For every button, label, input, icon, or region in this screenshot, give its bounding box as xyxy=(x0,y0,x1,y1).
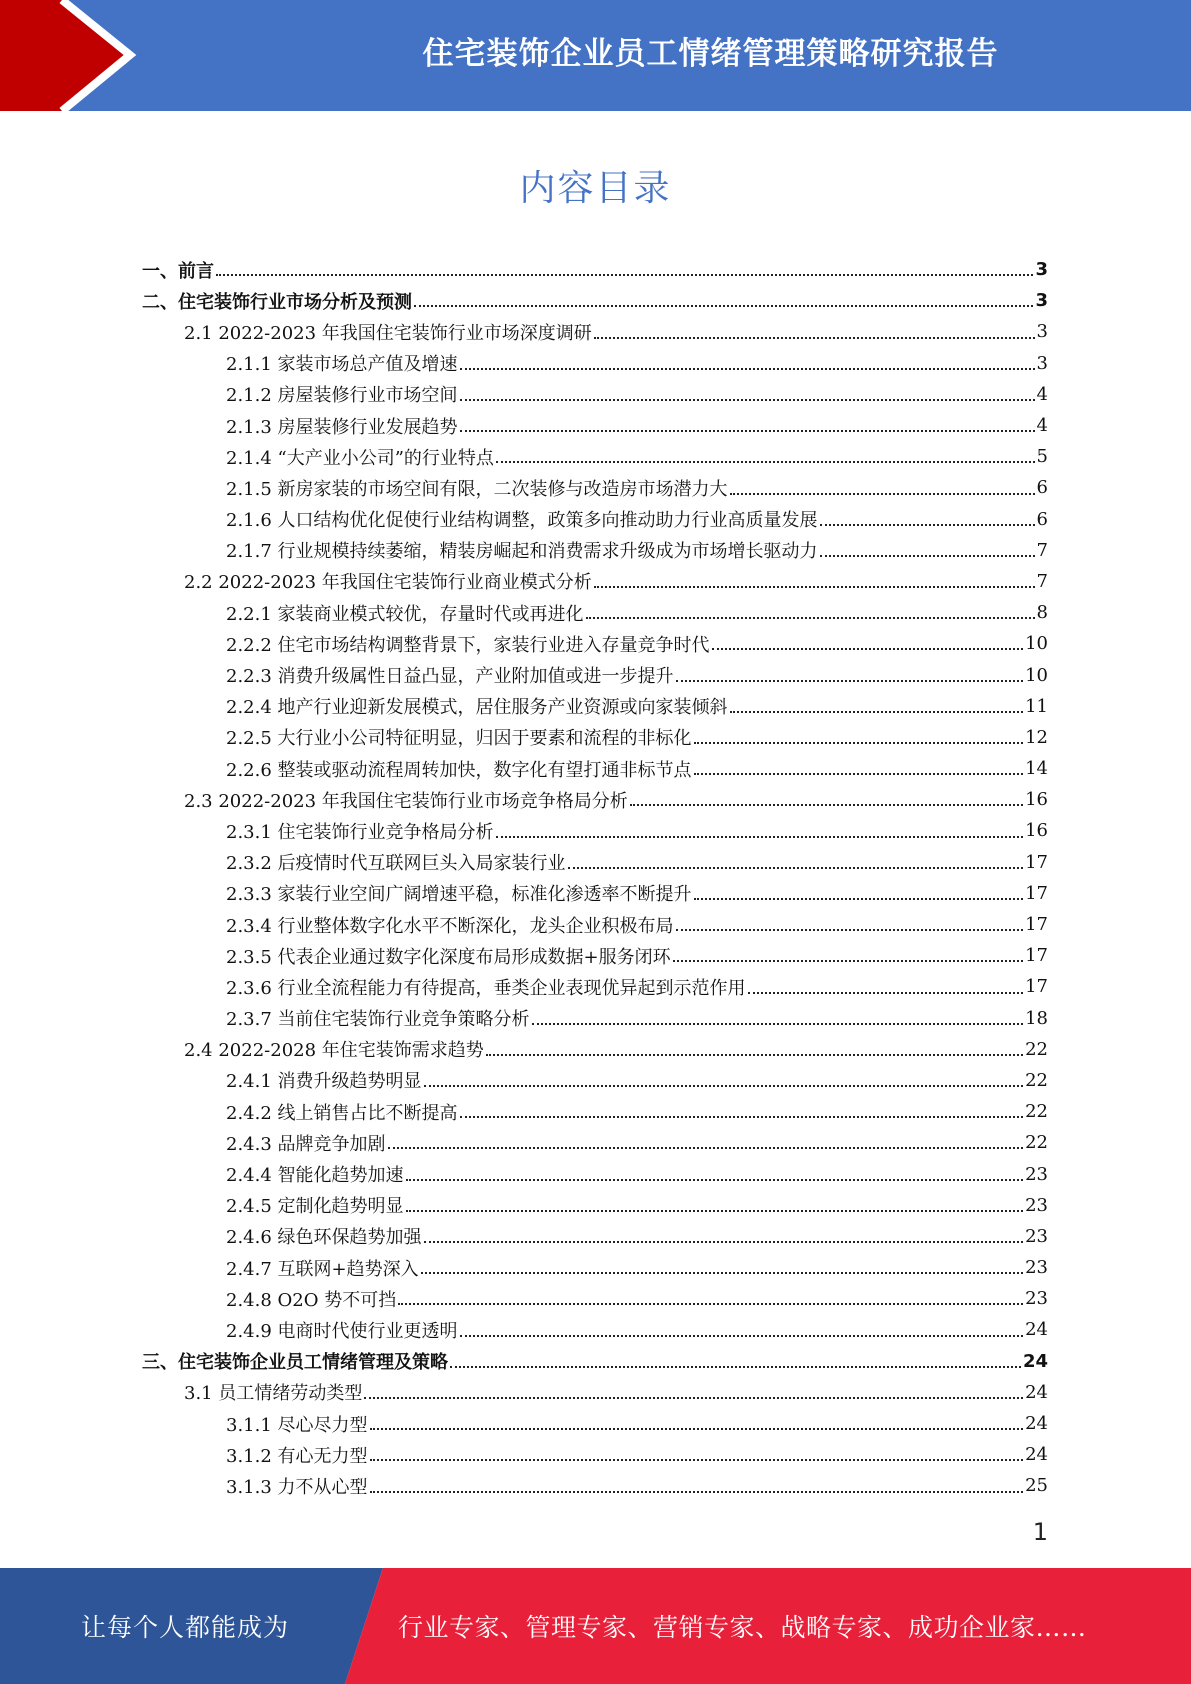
toc-entry-page: 5 xyxy=(1036,446,1048,468)
toc-entry[interactable] xyxy=(142,1252,1048,1283)
toc-entry[interactable] xyxy=(142,535,1048,566)
toc-entry-page: 17 xyxy=(1025,851,1048,873)
toc-entry[interactable] xyxy=(142,1377,1048,1408)
toc-dot-leader xyxy=(370,1459,1024,1461)
toc-entry-page: 16 xyxy=(1025,789,1048,811)
toc-entry-page: 22 xyxy=(1025,1069,1048,1091)
toc-entry-page: 3 xyxy=(1036,321,1048,343)
table-of-contents xyxy=(142,254,1048,1502)
toc-dot-leader xyxy=(370,1428,1024,1430)
toc-entry[interactable] xyxy=(142,1003,1048,1034)
toc-dot-leader xyxy=(594,586,1035,588)
report-title: 住宅装饰企业员工情绪管理策略研究报告 xyxy=(422,35,999,72)
toc-dot-leader xyxy=(406,1179,1024,1181)
toc-entry[interactable] xyxy=(142,1470,1048,1501)
toc-dot-leader xyxy=(460,1116,1024,1118)
toc-dot-leader xyxy=(532,1023,1024,1025)
toc-entry[interactable] xyxy=(142,566,1048,597)
toc-entry[interactable] xyxy=(142,379,1048,410)
toc-entry[interactable] xyxy=(142,1190,1048,1221)
toc-entry-page: 17 xyxy=(1025,914,1048,936)
toc-entry-page: 10 xyxy=(1025,633,1048,655)
toc-entry[interactable] xyxy=(142,1346,1048,1377)
toc-entry-label: 2.1.4 “大产业小公司”的行业特点 xyxy=(226,447,494,469)
toc-entry[interactable] xyxy=(142,659,1048,690)
toc-entry[interactable] xyxy=(142,504,1048,535)
toc-entry[interactable] xyxy=(142,722,1048,753)
toc-entry-label: 2.2.6 整装或驱动流程周转加快，数字化有望打通非标节点 xyxy=(226,759,692,781)
toc-dot-leader xyxy=(712,648,1024,650)
toc-entry-page: 24 xyxy=(1022,1350,1048,1372)
toc-dot-leader xyxy=(630,804,1023,806)
toc-entry-label: 2.3.3 家装行业空间广阔增速平稳，标准化渗透率不断提升 xyxy=(226,884,692,906)
toc-dot-leader xyxy=(820,524,1035,526)
toc-entry-page: 3 xyxy=(1035,259,1048,281)
toc-entry[interactable] xyxy=(142,1096,1048,1127)
toc-dot-leader xyxy=(594,337,1035,339)
toc-entry-label: 2.4.3 品牌竞争加剧 xyxy=(226,1133,386,1155)
toc-entry[interactable] xyxy=(142,753,1048,784)
toc-dot-leader xyxy=(586,617,1035,619)
toc-entry[interactable] xyxy=(142,628,1048,659)
toc-entry-label: 3.1.2 有心无力型 xyxy=(226,1445,368,1467)
toc-entry-page: 23 xyxy=(1025,1163,1048,1185)
toc-dot-leader xyxy=(568,867,1024,869)
toc-entry-page: 23 xyxy=(1025,1194,1048,1216)
toc-entry-label: 2.2.3 消费升级属性日益凸显，产业附加值或进一步提升 xyxy=(226,666,674,688)
footer-band xyxy=(0,1568,1191,1684)
toc-dot-leader xyxy=(216,274,1033,276)
toc-entry-label: 2.1.1 家装市场总产值及增速 xyxy=(226,354,458,376)
toc-entry[interactable] xyxy=(142,940,1048,971)
toc-entry[interactable] xyxy=(142,285,1048,316)
toc-entry-label: 2.3 2022-2023 年我国住宅装饰行业市场竞争格局分析 xyxy=(184,790,628,812)
toc-entry[interactable] xyxy=(142,1283,1048,1314)
toc-dot-leader xyxy=(748,992,1024,994)
toc-dot-leader xyxy=(370,1491,1024,1493)
toc-dot-leader xyxy=(414,305,1033,307)
toc-dot-leader xyxy=(496,461,1035,463)
toc-entry[interactable] xyxy=(142,1408,1048,1439)
toc-dot-leader xyxy=(676,680,1024,682)
toc-entry-page: 25 xyxy=(1025,1475,1048,1497)
toc-entry-page: 14 xyxy=(1025,758,1048,780)
toc-entry-page: 24 xyxy=(1025,1381,1048,1403)
toc-dot-leader xyxy=(460,430,1035,432)
toc-dot-leader xyxy=(673,960,1023,962)
toc-entry-page: 6 xyxy=(1036,508,1048,530)
toc-entry-page: 22 xyxy=(1025,1132,1048,1154)
toc-entry-page: 18 xyxy=(1025,1007,1048,1029)
toc-dot-leader xyxy=(406,1210,1024,1212)
toc-entry-page: 3 xyxy=(1035,290,1048,312)
toc-entry-label: 三、住宅装饰企业员工情绪管理及策略 xyxy=(142,1352,448,1374)
toc-entry-label: 2.3.1 住宅装饰行业竞争格局分析 xyxy=(226,821,494,843)
toc-entry-page: 23 xyxy=(1025,1225,1048,1247)
toc-entry[interactable] xyxy=(142,1158,1048,1189)
toc-entry-page: 10 xyxy=(1025,664,1048,686)
toc-entry[interactable] xyxy=(142,815,1048,846)
toc-entry-label: 3.1 员工情绪劳动类型 xyxy=(184,1383,363,1405)
toc-dot-leader xyxy=(450,1366,1021,1368)
toc-heading: 内容目录 xyxy=(519,168,672,209)
toc-entry-label: 3.1.1 尽心尽力型 xyxy=(226,1414,368,1436)
toc-entry[interactable] xyxy=(142,1065,1048,1096)
toc-entry[interactable] xyxy=(142,1221,1048,1252)
footer-slogan-left: 让每个人都能成为 xyxy=(80,1613,289,1642)
toc-dot-leader xyxy=(388,1147,1024,1149)
toc-entry-label: 2.3.4 行业整体数字化水平不断深化，龙头企业积极布局 xyxy=(226,915,674,937)
toc-entry[interactable] xyxy=(142,410,1048,441)
toc-dot-leader xyxy=(694,742,1024,744)
toc-entry-label: 2.4.4 智能化趋势加速 xyxy=(226,1165,404,1187)
toc-dot-leader xyxy=(676,929,1024,931)
toc-entry-label: 2.4.5 定制化趋势明显 xyxy=(226,1196,404,1218)
footer-slogan-right: 行业专家、管理专家、营销专家、战略专家、成功企业家…… xyxy=(398,1613,1087,1642)
toc-entry-label: 2.3.5 代表企业通过数字化深度布局形成数据+服务闭环 xyxy=(226,946,671,968)
page-number: 1 xyxy=(1032,1518,1048,1546)
toc-entry-label: 2.2.5 大行业小公司特征明显，归因于要素和流程的非标化 xyxy=(226,728,692,750)
toc-entry-label: 2.1 2022-2023 年我国住宅装饰行业市场深度调研 xyxy=(184,322,592,344)
toc-entry-page: 22 xyxy=(1025,1101,1048,1123)
toc-entry-page: 4 xyxy=(1036,383,1048,405)
toc-entry-page: 6 xyxy=(1036,477,1048,499)
toc-entry[interactable] xyxy=(142,784,1048,815)
toc-entry-label: 2.1.6 人口结构优化促使行业结构调整，政策多向推动助力行业高质量发展 xyxy=(226,510,818,532)
toc-entry-label: 2.4.6 绿色环保趋势加强 xyxy=(226,1227,422,1249)
toc-entry-label: 2.4.2 线上销售占比不断提高 xyxy=(226,1102,458,1124)
toc-entry-page: 24 xyxy=(1025,1413,1048,1435)
toc-entry-page: 7 xyxy=(1036,570,1048,592)
toc-entry[interactable] xyxy=(142,1034,1048,1065)
toc-entry[interactable] xyxy=(142,597,1048,628)
toc-entry-page: 17 xyxy=(1025,976,1048,998)
toc-entry-label: 2.2.4 地产行业迎新发展模式，居住服务产业资源或向家装倾斜 xyxy=(226,697,728,719)
toc-entry-page: 3 xyxy=(1036,352,1048,374)
toc-entry[interactable] xyxy=(142,348,1048,379)
toc-entry-label: 2.2.2 住宅市场结构调整背景下，家装行业进入存量竞争时代 xyxy=(226,634,710,656)
toc-entry-label: 3.1.3 力不从心型 xyxy=(226,1476,368,1498)
toc-dot-leader xyxy=(460,368,1035,370)
toc-entry[interactable] xyxy=(142,441,1048,472)
header-band xyxy=(0,0,1191,111)
toc-entry-label: 二、住宅装饰行业市场分析及预测 xyxy=(142,291,412,313)
toc-entry-page: 11 xyxy=(1025,695,1048,717)
toc-dot-leader xyxy=(496,836,1024,838)
toc-entry[interactable] xyxy=(142,1314,1048,1345)
toc-entry-page: 24 xyxy=(1025,1319,1048,1341)
toc-entry-page: 22 xyxy=(1025,1038,1048,1060)
toc-entry-page: 23 xyxy=(1025,1257,1048,1279)
toc-dot-leader xyxy=(694,773,1024,775)
toc-entry-label: 2.3.2 后疫情时代互联网巨头入局家装行业 xyxy=(226,853,566,875)
toc-dot-leader xyxy=(398,1303,1023,1305)
toc-entry[interactable] xyxy=(142,878,1048,909)
toc-entry-page: 7 xyxy=(1036,539,1048,561)
toc-dot-leader xyxy=(421,1272,1023,1274)
toc-dot-leader xyxy=(364,1397,1023,1399)
toc-entry[interactable] xyxy=(142,847,1048,878)
toc-entry-label: 2.1.3 房屋装修行业发展趋势 xyxy=(226,416,458,438)
toc-dot-leader xyxy=(424,1085,1024,1087)
toc-entry[interactable] xyxy=(142,472,1048,503)
toc-entry[interactable] xyxy=(142,971,1048,1002)
toc-entry-label: 2.2 2022-2023 年我国住宅装饰行业商业模式分析 xyxy=(184,572,592,594)
toc-dot-leader xyxy=(730,711,1024,713)
toc-dot-leader xyxy=(460,1335,1024,1337)
toc-entry-label: 2.1.2 房屋装修行业市场空间 xyxy=(226,385,458,407)
toc-entry[interactable] xyxy=(142,909,1048,940)
toc-entry[interactable] xyxy=(142,691,1048,722)
toc-entry-label: 2.3.7 当前住宅装饰行业竞争策略分析 xyxy=(226,1009,530,1031)
toc-dot-leader xyxy=(820,555,1035,557)
header-chevron-graphic xyxy=(0,0,160,111)
toc-entry-label: 2.4.9 电商时代使行业更透明 xyxy=(226,1320,458,1342)
toc-entry[interactable] xyxy=(142,1127,1048,1158)
toc-entry-label: 2.3.6 行业全流程能力有待提高，垂类企业表现优异起到示范作用 xyxy=(226,977,746,999)
toc-entry-page: 16 xyxy=(1025,820,1048,842)
toc-entry-page: 4 xyxy=(1036,415,1048,437)
toc-dot-leader xyxy=(424,1241,1024,1243)
toc-entry-label: 2.4 2022-2028 年住宅装饰需求趋势 xyxy=(184,1040,484,1062)
toc-entry-page: 17 xyxy=(1025,882,1048,904)
toc-dot-leader xyxy=(694,898,1024,900)
toc-dot-leader xyxy=(486,1054,1023,1056)
toc-entry-page: 24 xyxy=(1025,1444,1048,1466)
toc-dot-leader xyxy=(460,399,1035,401)
toc-entry-label: 2.4.1 消费升级趋势明显 xyxy=(226,1071,422,1093)
toc-entry-label: 2.1.7 行业规模持续萎缩，精装房崛起和消费需求升级成为市场增长驱动力 xyxy=(226,541,818,563)
toc-entry-page: 8 xyxy=(1036,602,1048,624)
toc-entry[interactable] xyxy=(142,316,1048,347)
toc-entry[interactable] xyxy=(142,254,1048,285)
toc-entry-label: 2.4.8 O2O 势不可挡 xyxy=(226,1289,397,1311)
toc-entry-page: 23 xyxy=(1025,1288,1048,1310)
toc-entry-page: 17 xyxy=(1025,945,1048,967)
toc-dot-leader xyxy=(730,493,1035,495)
toc-entry-label: 一、前言 xyxy=(142,260,214,282)
toc-entry[interactable] xyxy=(142,1439,1048,1470)
toc-entry-label: 2.4.7 互联网+趋势深入 xyxy=(226,1258,419,1280)
toc-entry-label: 2.2.1 家装商业模式较优，存量时代或再进化 xyxy=(226,603,584,625)
toc-entry-label: 2.1.5 新房家装的市场空间有限，二次装修与改造房市场潜力大 xyxy=(226,478,728,500)
toc-entry-page: 12 xyxy=(1025,726,1048,748)
